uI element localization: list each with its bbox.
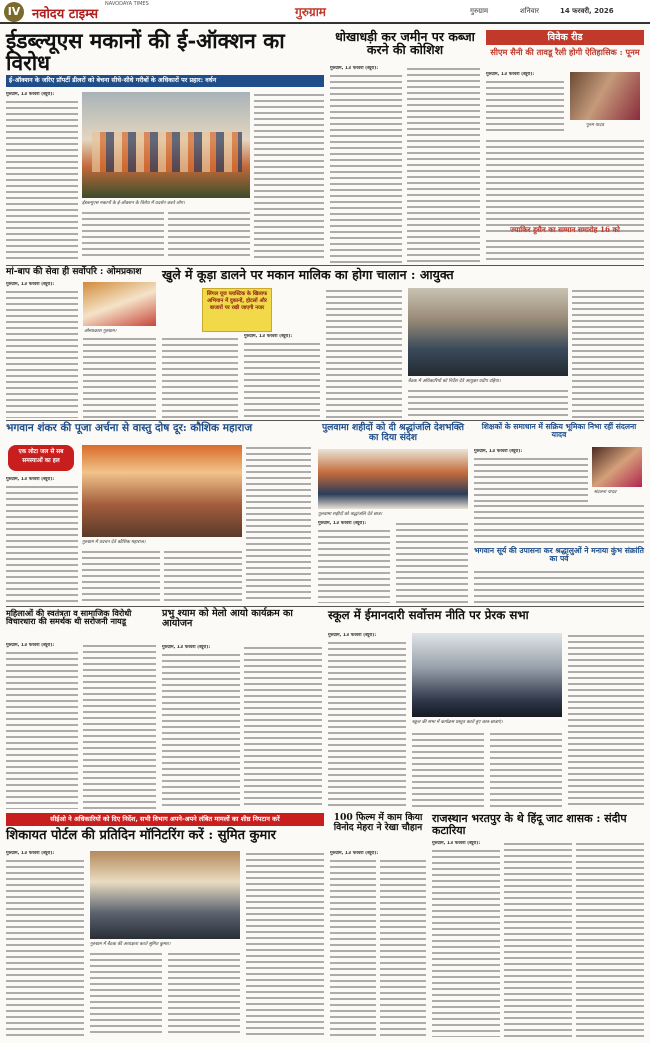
kaushik-body-3 — [164, 549, 242, 603]
kaushik-badge: एक लोटा जल से सब समस्याओं का हल — [8, 445, 74, 471]
kaushik-body-4 — [246, 445, 311, 603]
women-headline: महिलाओं की स्वतंत्रता व सामाजिक विरोधी विचारधारा की समर्थक थी सरोजनी नायडू — [6, 608, 132, 627]
page-number: IV — [4, 2, 24, 22]
vivek-read-headline: सीएम सैनी की तावडू रैली होगी ऐतिहासिक : पूनम — [490, 47, 640, 57]
cm-window-body-3 — [168, 951, 240, 1037]
cm-window-body-4 — [246, 851, 324, 1037]
garbage-caption: बैठक में अधिकारियों को निर्देश देते आयुक्त प्रदीप दहिया। — [408, 379, 501, 384]
edition-day: शनिवार — [520, 7, 540, 15]
shyam-headline: प्रभु श्याम को मेलो आयो कार्यक्रम का आयोजन — [162, 608, 293, 630]
pulwama-headline: पुलवामा शहीदों को दी श्रद्धांजलि देशभक्ति का दिया संदेश — [321, 422, 465, 443]
kaushik-body-1 — [6, 484, 78, 603]
yadav-photo — [592, 447, 642, 487]
section-name: गुरुग्राम — [295, 5, 326, 19]
garbage-body-4 — [408, 388, 568, 418]
jat-headline: राजस्थान भरतपुर के थे हिंदू जाट शासक : संदीप कटारिया — [432, 812, 627, 837]
shyam-dateline: गुरुग्राम, 13 फरवरी (ब्यूरो): — [162, 645, 211, 650]
cm-window-story — [6, 829, 324, 1037]
cm-window-body-2 — [90, 951, 162, 1037]
kaushik-caption: गुरुग्राम में प्रवचन देते कौशिक महाराज। — [82, 540, 146, 545]
lead-dateline: गुरुग्राम, 13 फरवरी (ब्यूरो): — [6, 92, 55, 97]
brand-logo: नवोदय टाइम्स — [32, 7, 99, 22]
hussain-body — [486, 238, 644, 262]
omprakash-dateline: गुरुग्राम, 13 फरवरी (ब्यूरो): — [6, 282, 55, 287]
masthead — [0, 0, 650, 24]
yadav-caption: संदलना यादव — [594, 490, 617, 495]
omprakash-headline: मां-बाप की सेवा ही सर्वोपरि : ओमप्रकाश — [6, 267, 142, 277]
garbage-photo — [408, 288, 568, 376]
jat-body-1 — [432, 848, 500, 1037]
pulwama-story — [318, 423, 468, 603]
lead-photo — [82, 92, 250, 198]
kaushik-dateline: गुरुग्राम, 13 फरवरी (ब्यूरो): — [6, 477, 55, 482]
jat-body-2 — [504, 841, 572, 1037]
brand-subtitle: NAVODAYA TIMES — [105, 1, 149, 7]
divider — [6, 420, 644, 421]
plastic-campaign-box: सिंगल यूज प्लास्टिक के खिलाफ अभियान में दुकानों, होटलों और बाजारों पर रखी जाएगी नजर — [202, 288, 272, 332]
garbage-body-1 — [162, 336, 238, 418]
cm-window-dateline: गुरुग्राम, 13 फरवरी (ब्यूरो): — [6, 851, 55, 856]
omprakash-body-1 — [6, 289, 78, 418]
yadav-body-2 — [474, 503, 644, 543]
kaushik-photo — [82, 445, 242, 537]
land-body-col2 — [407, 66, 480, 263]
school-body-2 — [412, 731, 484, 809]
edition-date: 14 फरवरी, 2026 — [560, 7, 614, 15]
school-headline: स्कूल में ईमानदारी सर्वोत्तम नीति पर प्रेरक सभा — [328, 608, 529, 622]
lead-subhead: ई-ऑक्शन के जरिए प्रॉपर्टी डीलरों को बेचना सीधे-सीधे गरीबों के अधिकारों पर प्रहार: वर्धन — [6, 75, 324, 87]
jat-story — [432, 813, 644, 1037]
vivek-read-section — [486, 30, 644, 262]
cm-window-caption: गुरुग्राम में बैठक की अध्यक्षता करते सुमित कुमार। — [90, 942, 171, 947]
shyam-story — [162, 609, 322, 809]
surya-body — [474, 569, 644, 603]
yadav-story — [474, 423, 644, 603]
edition-place: गुरुग्राम — [470, 7, 489, 15]
school-body-1 — [328, 640, 406, 809]
lead-headline: ईडब्ल्यूएस मकानों की ई-ऑक्शन का विरोध — [6, 28, 285, 76]
kaushik-body-2 — [82, 549, 160, 603]
film-story — [330, 813, 426, 1037]
lead-body-col1 — [6, 99, 78, 261]
garbage-body-5 — [572, 288, 644, 418]
film-body-2 — [380, 858, 426, 1037]
hussain-headline: ज्याकिर हुसैन का सम्मान समारोह 16 को — [510, 225, 620, 234]
poonam-photo — [570, 72, 640, 120]
garbage-body-2 — [244, 341, 320, 418]
surya-headline: भगवान सूर्य की उपासना कर श्रद्धालुओं ने मनाया कुंभ संक्रांति का पर्व — [474, 546, 644, 563]
pulwama-caption: पुलवामा शहीदों को श्रद्धांजलि देते छात्र। — [318, 512, 383, 517]
poonam-photo-caption: पूनम यादव — [586, 123, 604, 128]
garbage-body-3 — [326, 288, 402, 418]
cm-window-headline: शिकायत पोर्टल की प्रतिदिन मॉनिटरिंग करें : सुमित कुमार — [6, 828, 277, 843]
divider — [6, 265, 644, 266]
jat-body-3 — [576, 841, 644, 1037]
divider — [6, 606, 644, 607]
pulwama-photo — [318, 449, 468, 509]
kaushik-story — [6, 423, 311, 603]
yadav-dateline: गुरुग्राम, 13 फरवरी (ब्यूरो): — [474, 449, 523, 454]
lead-body-col2 — [82, 210, 164, 260]
garbage-story — [162, 268, 644, 418]
omprakash-body-2 — [83, 336, 156, 418]
yadav-body-1 — [474, 456, 588, 502]
omprakash-photo — [83, 282, 156, 326]
yadav-headline: शिक्षकों के समाधान में सक्रिय भूमिका निभा रहीं संदलना यादव — [481, 422, 637, 439]
school-story — [328, 609, 644, 809]
shyam-body-2 — [244, 645, 322, 809]
shyam-body-1 — [162, 652, 240, 809]
film-dateline: गुरुग्राम, 13 फरवरी (ब्यूरो): — [330, 851, 379, 856]
vivek-read-label: विवेक रीड — [486, 30, 644, 45]
school-caption: स्कूल की सभा में कार्यक्रम प्रस्तुत करते हुए छात्र-छात्राएं। — [412, 720, 503, 725]
omprakash-story — [6, 268, 156, 418]
garbage-dateline: गुरुग्राम, 13 फरवरी (ब्यूरो): — [244, 334, 293, 339]
film-headline: 100 फिल्म में काम किया विनोद मेहरा ने रेखा चौहान — [333, 812, 423, 833]
women-dateline: गुरुग्राम, 13 फरवरी (ब्यूरो): — [6, 643, 55, 648]
pulwama-body-2 — [396, 521, 468, 603]
lead-body-col3 — [168, 210, 250, 260]
film-body-1 — [330, 858, 376, 1037]
cm-window-photo — [90, 851, 240, 939]
land-body-col1 — [330, 73, 402, 263]
women-body-1 — [6, 650, 78, 809]
lead-story — [6, 30, 324, 260]
vivek-read-dateline: गुरुग्राम, 13 फरवरी (ब्यूरो): — [486, 72, 535, 77]
jat-dateline: गुरुग्राम, 13 फरवरी (ब्यूरो): — [432, 841, 481, 846]
school-body-4 — [568, 633, 644, 809]
school-body-3 — [490, 731, 562, 809]
garbage-headline: खुले में कूड़ा डालने पर मकान मालिक का होगा चालान : आयुक्त — [162, 267, 454, 282]
school-photo — [412, 633, 562, 717]
land-dateline: गुरुग्राम, 13 फरवरी (ब्यूरो): — [330, 66, 379, 71]
vivek-read-body-2 — [486, 138, 644, 232]
lead-body-col4 — [254, 92, 324, 260]
lead-photo-caption: ईडब्ल्यूएस मकानों के ई-ऑक्शन के विरोध में प्रदर्शन करते लोग। — [82, 201, 185, 206]
pulwama-body-1 — [318, 528, 390, 603]
pulwama-dateline: गुरुग्राम, 13 फरवरी (ब्यूरो): — [318, 521, 367, 526]
land-headline: धोखाधड़ी कर जमीन पर कब्जा करने की कोशिश — [335, 29, 475, 58]
omprakash-caption: ओमप्रकाश गुरुग्राम। — [84, 329, 117, 334]
kaushik-headline: भगवान शंकर की पूजा अर्चना से वास्तु दोष दूर: कौशिक महाराज — [6, 422, 253, 434]
cm-window-body-1 — [6, 858, 84, 1037]
women-story — [6, 609, 156, 809]
school-dateline: गुरुग्राम, 13 फरवरी (ब्यूरो): — [328, 633, 377, 638]
vivek-read-body-1 — [486, 79, 564, 135]
cm-window-banner: सीईओ ने अधिकारियों को दिए निर्देश, सभी विभाग अपने-अपने लंबित मामलों का शीघ्र निपटान करें — [6, 813, 324, 826]
land-story — [330, 30, 480, 262]
women-body-2 — [83, 643, 156, 809]
